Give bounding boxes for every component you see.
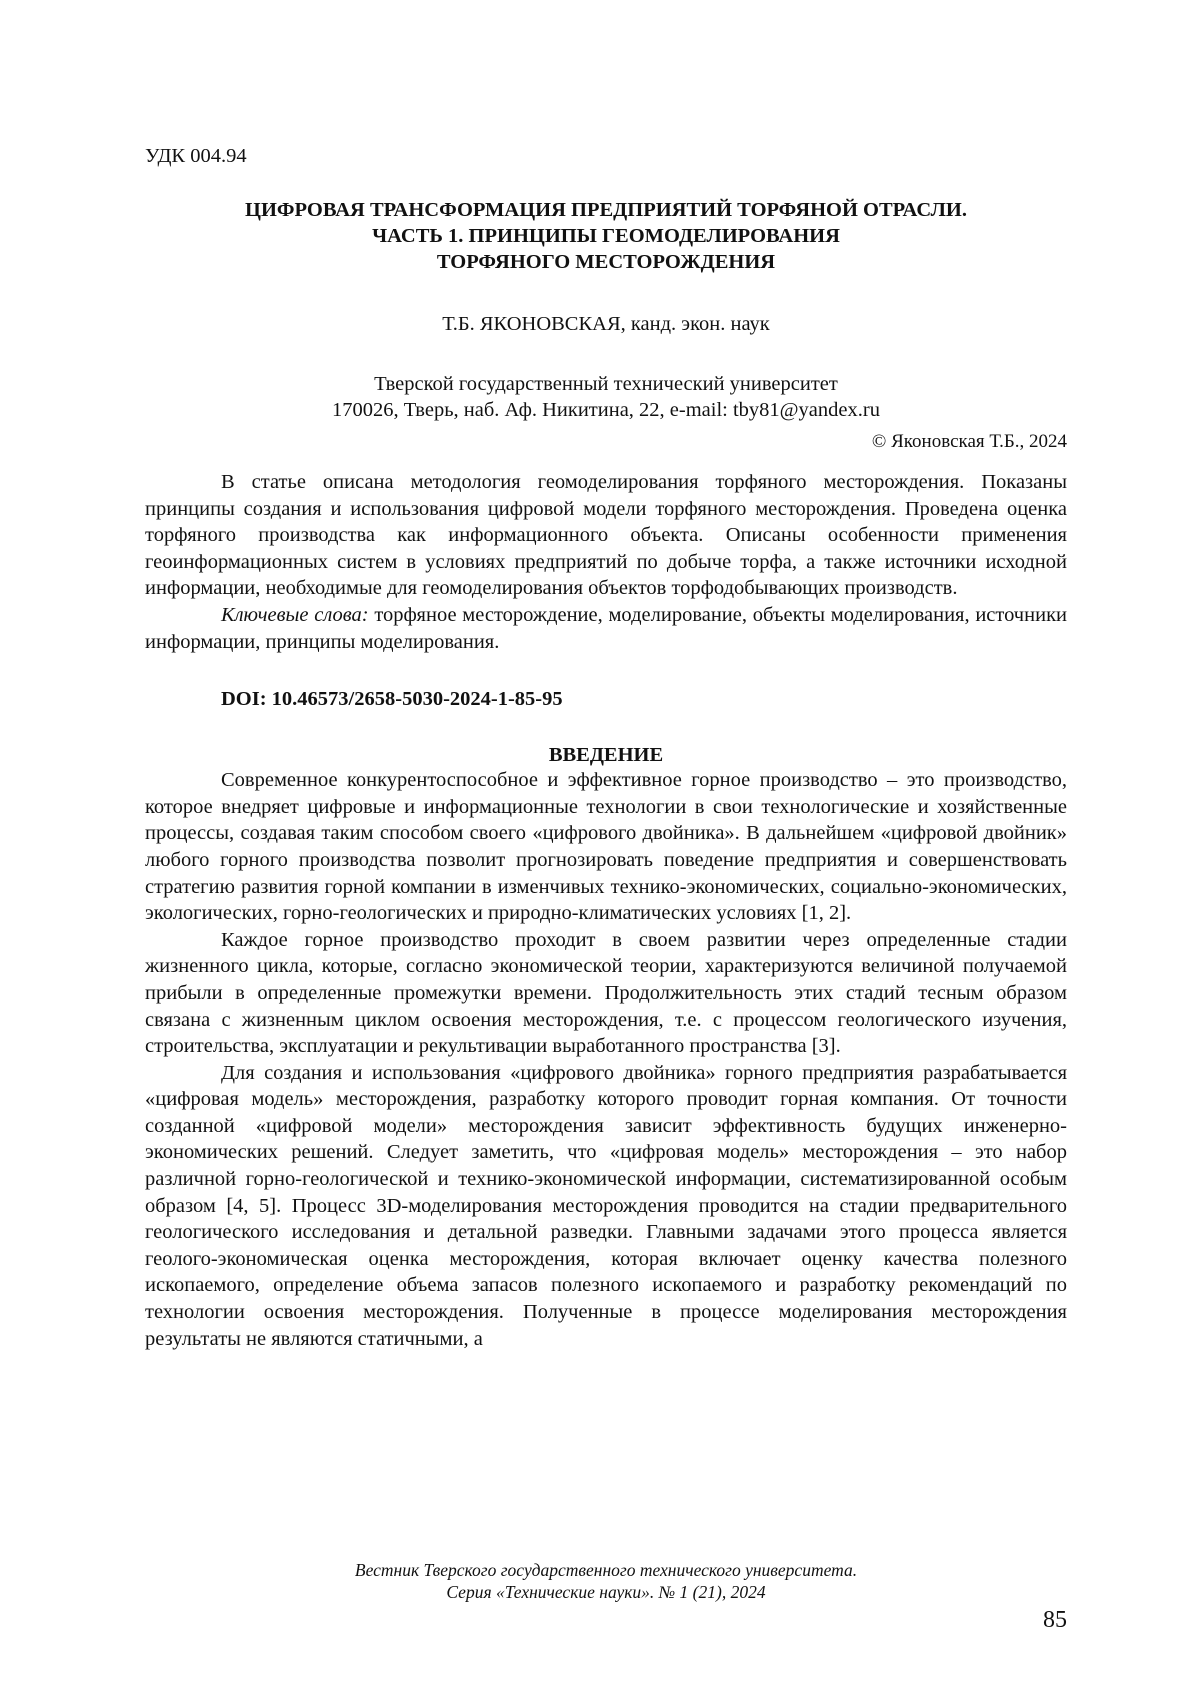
doi: DOI: 10.46573/2658-5030-2024-1-85-95 — [221, 688, 563, 711]
udk-code: УДК 004.94 — [145, 145, 247, 167]
footer-journal: Вестник Тверского государственного технического университета. — [354, 1560, 858, 1580]
copyright-notice: © Яконовская Т.Б., 2024 — [871, 431, 1067, 452]
body-paragraph: Современное конкурентоспособное и эффективное горное производство – это производство, которое внедряет цифровые и информационные технологии в свои технологические и хозяйственные процессы, создавая таким способом своего «цифрового двойника». В дальнейшем «цифровой двойник» любого горного производства позволит прогнозировать поведение предприятия и совершенствовать стратегию развития горной компании в изменчивых технико-экономических, социально-экономических, экологических, горно-геологических и природно-климатических условиях [1, 2]. — [145, 769, 1067, 925]
author-line: Т.Б. ЯКОНОВСКАЯ, канд. экон. наук — [442, 313, 770, 335]
section-heading: ВВЕДЕНИЕ — [548, 744, 664, 767]
title-line: ЧАСТЬ 1. ПРИНЦИПЫ ГЕОМОДЕЛИРОВАНИЯ — [372, 225, 840, 247]
page-number: 85 — [1043, 1607, 1067, 1633]
keywords-text: торфяное месторождение, моделирование, объекты моделирования, источники информации, принципы моделирования. — [145, 603, 1067, 653]
institution-name: Тверской государственный технический университет — [374, 373, 838, 395]
footer-series: Серия «Технические науки». № 1 (21), 2024 — [446, 1582, 766, 1602]
journal-footer — [145, 1559, 1067, 1603]
body-paragraph: Каждое горное производство проходит в своем развитии через определенные стадии жизненного цикла, которые, согласно экономической теории, характеризуются величиной получаемой прибыли в определенные промежутки времени. Продолжительность этих стадий тесным образом связана с жизненным циклом освоения месторождения, т.е. с процессом геологического изучения, строительства, эксплуатации и рекультивации выработанного пространства [3]. — [145, 928, 1067, 1058]
keywords-label: Ключевые слова: — [221, 603, 369, 626]
article-title — [145, 197, 1067, 275]
keywords — [145, 602, 1067, 655]
affiliation — [145, 371, 1067, 423]
document-page — [145, 143, 1067, 1683]
title-line: ЦИФРОВАЯ ТРАНСФОРМАЦИЯ ПРЕДПРИЯТИЙ ТОРФЯНОЙ ОТРАСЛИ. — [245, 199, 967, 221]
abstract: В статье описана методология геомоделирования торфяного месторождения. Показаны принципы создания и использования цифровой модели торфяного месторождения. Проведена оценка торфяного производства как информационного объекта. Описаны особенности применения геоинформационных систем в условиях предприятий по добыче торфа, а также источники исходной информации, необходимые для геомоделирования объектов торфодобывающих производств. — [145, 471, 1067, 600]
body-paragraph: Для создания и использования «цифрового двойника» горного предприятия разрабатывается «цифровая модель» месторождения, разработку которого проводит горная компания. От точности созданной «цифровой модели» месторождения зависит эффективность будущих инженерно-экономических решений. Следует заметить, что «цифровая модель» месторождения – это набор различной горно-геологической и технико-экономической информации, систематизированной особым образом [4, 5]. Процесс 3D-моделирования месторождения проводится на стадии предварительного геологического исследования и детальной разведки. Главными задачами этого процесса является геолого-экономическая оценка месторождения, которая включает оценку качества полезного ископаемого, определение объема запасов полезного ископаемого и разработку рекомендаций по технологии освоения месторождения. Полученные в процессе моделирования месторождения результаты не являются статичными, а — [145, 1061, 1067, 1350]
institution-address: 170026, Тверь, наб. Аф. Никитина, 22, e-mail: tby81@yandex.ru — [332, 399, 880, 421]
title-line: ТОРФЯНОГО МЕСТОРОЖДЕНИЯ — [436, 251, 776, 273]
